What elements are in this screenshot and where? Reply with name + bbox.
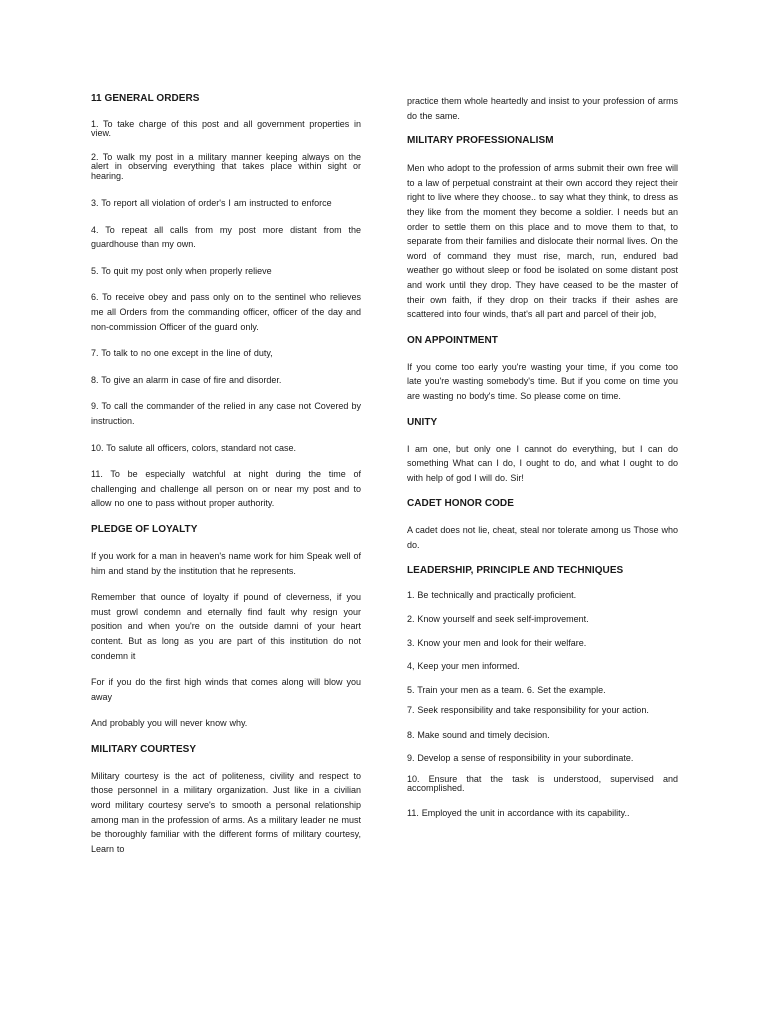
general-order-7: 7. To talk to no one except in the line of duty, bbox=[91, 348, 273, 359]
leadership-item-10: 10. Ensure that the task is understood, supervised and accomplished. bbox=[407, 774, 678, 794]
pledge-paragraph-3: For if you do the first high winds that comes along will blow you away bbox=[91, 677, 361, 702]
professionalism-paragraph: Men who adopt to the profession of arms submit their own free will to a law of perpetual constraint at their own accord they reject their right to live where they choose.. to say what they think, to dress as they like from the moment they become a soldier. I needs but an order to settle them on this place and to move them to that, to separate from their families and dislocate their normal lives. On the word of command they must rise, march, run, endured bad weather go without sleep or food be isolated on some distant post and work until they drop. They have ceased to be the master of their own faith, if they drop on their tracks if their ashes are scattered into four winds, that's all part and parcel of their job, bbox=[407, 163, 678, 320]
general-order-4: 4. To repeat all calls from my post more distant from the guardhouse than my own. bbox=[91, 224, 361, 250]
leadership-item-4: 4, Keep your men informed. bbox=[407, 661, 520, 672]
right-column bbox=[407, 94, 678, 820]
general-order-11: 11. To be especially watchful at night during the time of challenging and challenge all person on or near my post and to allow no one to pass without proper authority. bbox=[91, 469, 361, 509]
general-order-1: 1. To take charge of this post and all government properties in view. bbox=[91, 119, 361, 139]
general-order-10: 10. To salute all officers, colors, standard not case. bbox=[91, 442, 296, 453]
general-orders-heading: 11 GENERAL ORDERS bbox=[91, 93, 200, 104]
pledge-heading: PLEDGE OF LOYALTY bbox=[91, 523, 198, 535]
unity-heading: UNITY bbox=[407, 416, 438, 428]
pledge-paragraph-4: And probably you will never know why. bbox=[91, 718, 248, 729]
leadership-item-5: 5. Train your men as a team. 6. Set the example. bbox=[407, 684, 606, 695]
leadership-item-11: 11. Employed the unit in accordance with its capability.. bbox=[407, 807, 630, 818]
general-order-3: 3. To report all violation of order's I am instructed to enforce bbox=[91, 198, 332, 209]
leadership-heading: LEADERSHIP, PRINCIPLE AND TECHNIQUES bbox=[407, 565, 624, 577]
professionalism-heading: MILITARY PROFESSIONALISM bbox=[407, 135, 554, 147]
pledge-paragraph-1: If you work for a man in heaven's name work for him Speak well of him and stand by the institution that he represents. bbox=[91, 550, 361, 576]
leadership-item-8: 8. Make sound and timely decision. bbox=[407, 729, 550, 740]
honor-code-paragraph: A cadet does not lie, cheat, steal nor tolerate among us Those who do. bbox=[407, 525, 678, 550]
general-order-8: 8. To give an alarm in case of fire and disorder. bbox=[91, 374, 282, 385]
leadership-item-3: 3. Know your men and look for their welfare. bbox=[407, 637, 587, 648]
left-column bbox=[91, 92, 361, 856]
pledge-paragraph-2: Remember that ounce of loyalty if pound of cleverness, if you must growl condemn and eternally find fault why resign your position and when you're on the outside damni of your heart content. But as long as you are part of this institution do not condemn it bbox=[91, 592, 361, 661]
general-order-2: 2. To walk my post in a military manner keeping always on the alert in observing everything that takes place within sight or hearing. bbox=[91, 151, 361, 181]
leadership-item-2: 2. Know yourself and seek self-improvement. bbox=[407, 614, 589, 625]
appointment-paragraph: If you come too early you're wasting your time, if you come too late you're wasting somebody's time. But if you come on time you are wasting no body's time. So please come on time. bbox=[407, 361, 678, 401]
unity-paragraph: I am one, but only one I cannot do everything, but I can do something What can I do, I ought to do, and what I ought to do with help of god I will do. Sir! bbox=[407, 443, 678, 483]
appointment-heading: ON APPOINTMENT bbox=[407, 334, 498, 346]
honor-code-heading: CADET HONOR CODE bbox=[407, 498, 514, 510]
courtesy-heading: MILITARY COURTESY bbox=[91, 743, 197, 755]
leadership-item-9: 9. Develop a sense of responsibility in your subordinate. bbox=[407, 753, 634, 764]
general-order-6: 6. To receive obey and pass only on to the sentinel who relieves me all Orders from the commanding officer, officer of the day and non-commission Officer of the guard only. bbox=[91, 292, 361, 332]
courtesy-continuation: practice them whole heartedly and insist to your profession of arms do the same. bbox=[407, 96, 678, 121]
leadership-item-1: 1. Be technically and practically proficient. bbox=[407, 590, 577, 601]
courtesy-paragraph: Military courtesy is the act of politeness, civility and respect to those personnel in a military organization. Just like in a civilian word military courtesy serve's to smooth a personal relationship among man in the profession of arms. As a military leader ne must be thoroughly familiar with the different forms of military courtesy, Learn to bbox=[91, 770, 361, 854]
leadership-item-7: 7. Seek responsibility and take responsibility for your action. bbox=[407, 705, 649, 716]
general-order-5: 5. To quit my post only when properly relieve bbox=[91, 265, 272, 276]
general-order-9: 9. To call the commander of the relied in any case not Covered by instruction. bbox=[91, 401, 361, 426]
